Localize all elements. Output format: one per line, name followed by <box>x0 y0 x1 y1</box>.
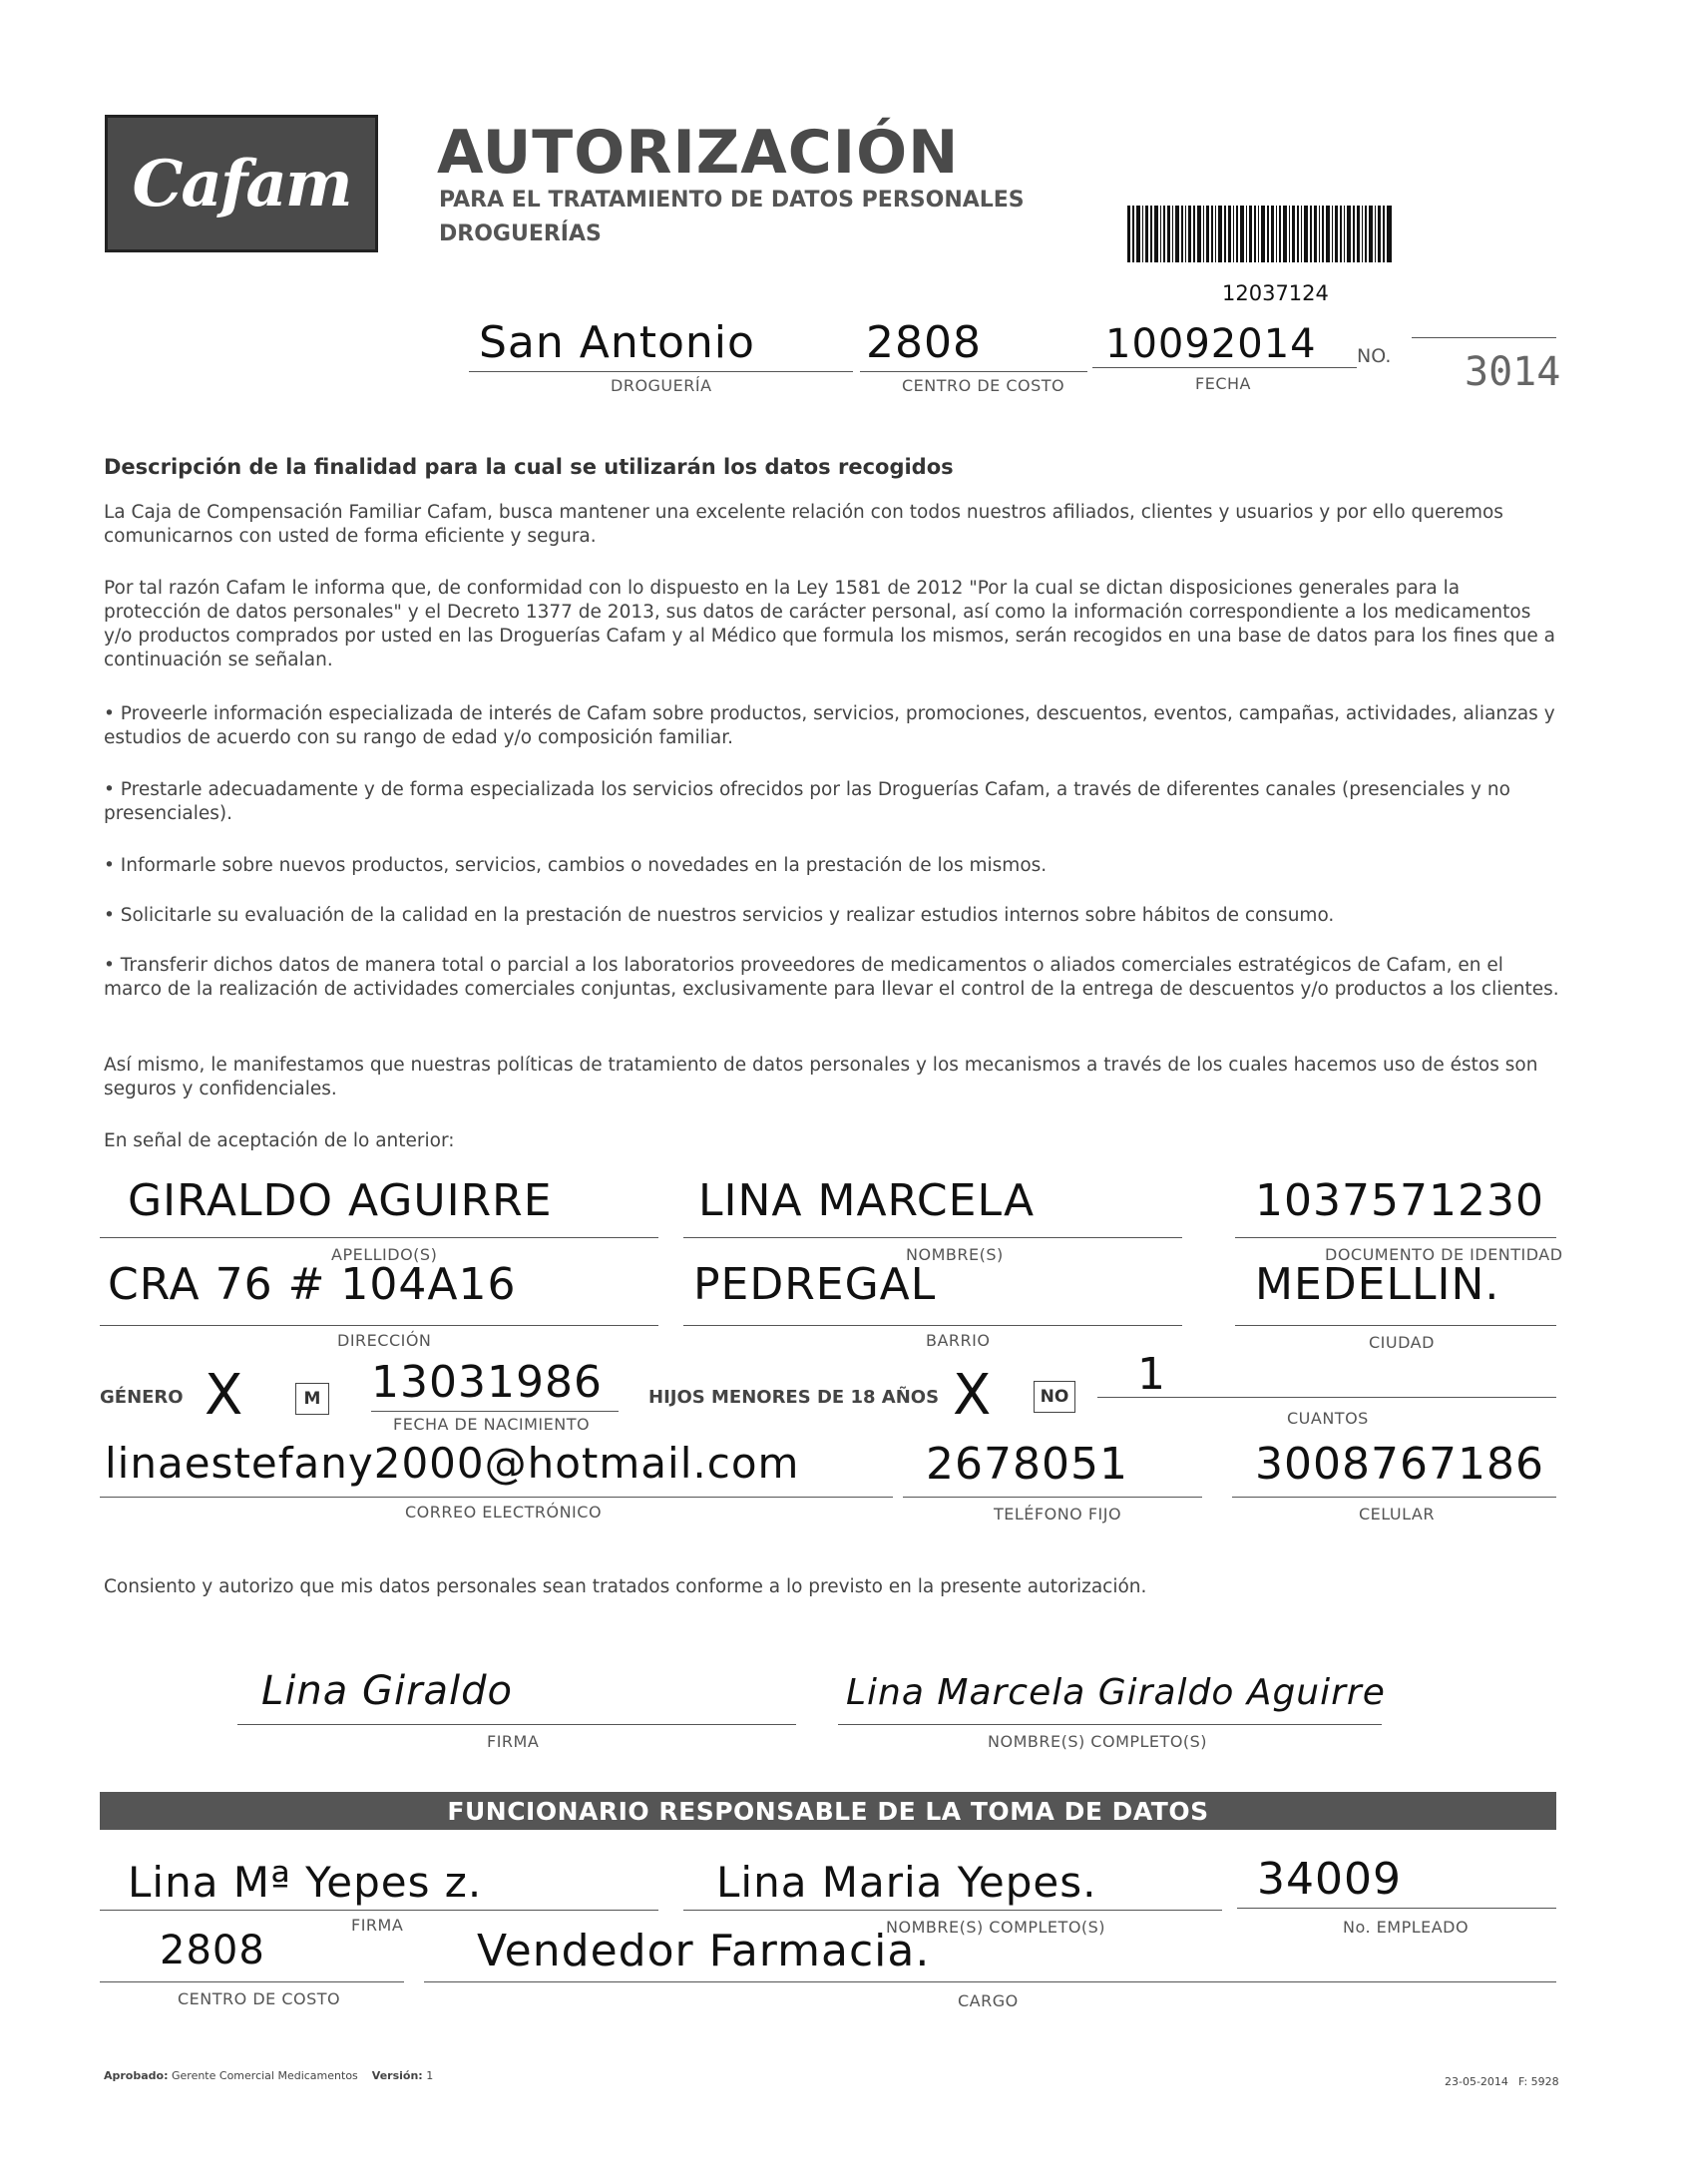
funcionario-centro-value[interactable]: 2808 <box>160 1928 265 1973</box>
firma-label: FIRMA <box>487 1732 540 1751</box>
consent-text: Consiento y autorizo que mis datos personales sean tratados conforme a lo previsto en la presente autorización. <box>104 1576 1147 1597</box>
funcionario-nombre-label: NOMBRE(S) COMPLETO(S) <box>886 1918 1106 1937</box>
nacimiento-label: FECHA DE NACIMIENTO <box>393 1415 591 1434</box>
footer-date: 23-05-2014 <box>1445 2075 1508 2088</box>
direccion-line <box>100 1325 658 1326</box>
apellidos-value[interactable]: GIRALDO AGUIRRE <box>128 1175 553 1226</box>
ciudad-label: CIUDAD <box>1369 1333 1435 1352</box>
numero-empleado-line <box>1237 1908 1556 1909</box>
nombre-line <box>683 1237 1182 1238</box>
hijos-si-checkbox[interactable]: X <box>953 1363 993 1428</box>
barrio-value[interactable]: PEDREGAL <box>693 1259 937 1310</box>
numero-empleado-value[interactable]: 34009 <box>1257 1854 1402 1905</box>
nombre-completo-value[interactable]: Lina Marcela Giraldo Aguirre <box>846 1672 1386 1713</box>
nombre-value[interactable]: LINA MARCELA <box>698 1175 1036 1226</box>
barcode-number: 12037124 <box>1222 281 1329 305</box>
bullet-informarle: • Informarle sobre nuevos productos, servicios, cambios o novedades en la prestación de los mismos. <box>104 855 1048 876</box>
documento-label: DOCUMENTO DE IDENTIDAD <box>1325 1245 1563 1264</box>
genero-f-checkbox[interactable]: X <box>205 1363 244 1428</box>
firma-signature[interactable]: Lina Giraldo <box>261 1668 514 1714</box>
ciudad-line <box>1235 1325 1556 1326</box>
barcode <box>1127 206 1392 262</box>
bullet-solicitarle: • Solicitarle su evaluación de la calidad en la prestación de nuestros servicios y realizar estudios internos sobre hábitos de consumo. <box>104 905 1335 926</box>
section-heading: Descripción de la finalidad para la cual se utilizarán los datos recogidos <box>104 455 954 479</box>
documento-line <box>1235 1237 1556 1238</box>
direccion-value[interactable]: CRA 76 # 104A16 <box>108 1259 517 1310</box>
numero-line <box>1412 337 1556 338</box>
drogueria-line <box>469 371 853 372</box>
celular-value[interactable]: 3008767186 <box>1255 1439 1544 1490</box>
aprobado-label: Aprobado: <box>104 2069 169 2082</box>
telefono-value[interactable]: 2678051 <box>926 1439 1128 1490</box>
telefono-line <box>903 1497 1202 1498</box>
document-subtitle: PARA EL TRATAMIENTO DE DATOS PERSONALES <box>439 188 1025 213</box>
celular-line <box>1232 1497 1556 1498</box>
correo-line <box>100 1497 893 1498</box>
numero-empleado-label: No. EMPLEADO <box>1343 1918 1470 1937</box>
funcionario-nombre-line <box>683 1910 1222 1911</box>
footer-approval <box>104 2069 433 2082</box>
fecha-label: FECHA <box>1195 374 1251 393</box>
paragraph-ley: Por tal razón Cafam le informa que, de conformidad con lo dispuesto en la Ley 1581 de 2012 "Por la cual se dictan disposiciones generales para la protección de datos personales" y el Decreto 1377 de 2013, sus datos de carácter personal, así como la información correspondiente a los medicamentos y/o productos comprados por usted en las Droguerías Cafam y al Médico que formula los mismos, serán recogidos en una base de datos para los fines que a continuación se señalan. <box>104 578 1555 670</box>
firma-line <box>237 1724 796 1725</box>
funcionario-firma-value[interactable]: Lina Mª Yepes z. <box>128 1858 483 1907</box>
numero-value: 3014 <box>1465 349 1561 395</box>
centro-costo-label: CENTRO DE COSTO <box>902 376 1065 395</box>
bullet-prestarle: • Prestarle adecuadamente y de forma especializada los servicios ofrecidos por las Droguerías Cafam, a través de diferentes canales (presenciales y no presenciales). <box>104 779 1510 824</box>
aprobado-value: Gerente Comercial Medicamentos <box>172 2069 358 2082</box>
cafam-logo: Cafam <box>105 115 378 252</box>
funcionario-nombre-value[interactable]: Lina Maria Yepes. <box>716 1858 1097 1907</box>
funcionario-section-bar: FUNCIONARIO RESPONSABLE DE LA TOMA DE DATOS <box>100 1792 1556 1830</box>
telefono-label: TELÉFONO FIJO <box>994 1505 1122 1524</box>
funcionario-centro-label: CENTRO DE COSTO <box>178 1989 341 2008</box>
hijos-no-checkbox[interactable]: NO <box>1034 1381 1075 1413</box>
numero-label: NO. <box>1357 345 1392 367</box>
apellidos-label: APELLIDO(S) <box>331 1245 438 1264</box>
cuantos-label: CUANTOS <box>1287 1409 1369 1428</box>
fecha-line <box>1092 367 1357 368</box>
paragraph-intro: La Caja de Compensación Familiar Cafam, busca mantener una excelente relación con todos nuestros afiliados, clientes y usuarios y por ello queremos comunicarnos con usted de forma eficiente y segura. <box>104 502 1503 547</box>
drogueria-label: DROGUERÍA <box>611 376 712 395</box>
funcionario-firma-line <box>100 1910 658 1911</box>
ciudad-value[interactable]: MEDELLIN. <box>1255 1259 1500 1310</box>
paragraph-aceptacion: En señal de aceptación de lo anterior: <box>104 1130 455 1151</box>
nombre-completo-line <box>838 1724 1382 1725</box>
hijos-label: HIJOS MENORES DE 18 AÑOS <box>648 1387 940 1408</box>
funcionario-centro-line <box>100 1981 404 1982</box>
apellidos-line <box>100 1237 658 1238</box>
fecha-value[interactable]: 10092014 <box>1105 321 1317 367</box>
genero-label: GÉNERO <box>100 1387 184 1408</box>
centro-costo-value[interactable]: 2808 <box>866 317 982 368</box>
drogueria-value[interactable]: San Antonio <box>479 317 755 368</box>
documento-value[interactable]: 1037571230 <box>1255 1175 1544 1226</box>
barrio-line <box>683 1325 1182 1326</box>
document-subtitle-drogerias: DROGUERÍAS <box>439 221 602 246</box>
cargo-value[interactable]: Vendedor Farmacia. <box>477 1926 931 1976</box>
footer-code: F: 5928 <box>1518 2075 1559 2088</box>
cuantos-line <box>1097 1397 1556 1398</box>
bullet-transferir: • Transferir dichos datos de manera total o parcial a los laboratorios proveedores de medicamentos o aliados comerciales estratégicos de Cafam, en el marco de la realización de actividades comerciales conjuntas, exclusivamente para llevar el control de la entrega de descuentos y/o productos a los clientes. <box>104 955 1559 1000</box>
genero-m-checkbox[interactable]: M <box>295 1383 329 1415</box>
barrio-label: BARRIO <box>926 1331 991 1350</box>
funcionario-firma-label: FIRMA <box>351 1916 404 1935</box>
cargo-line <box>424 1981 1556 1982</box>
document-title: AUTORIZACIÓN <box>437 118 960 188</box>
bullet-proveerle: • Proveerle información especializada de interés de Cafam sobre productos, servicios, promociones, descuentos, eventos, campañas, actividades, alianzas y estudios de acuerdo con su rango de edad y/o composición familiar. <box>104 703 1555 748</box>
nacimiento-value[interactable]: 13031986 <box>371 1357 603 1408</box>
paragraph-politicas: Así mismo, le manifestamos que nuestras políticas de tratamiento de datos personales y los mecanismos a través de los cuales hacemos uso de éstos son seguros y confidenciales. <box>104 1055 1538 1099</box>
correo-label: CORREO ELECTRÓNICO <box>405 1503 603 1522</box>
cargo-label: CARGO <box>958 1991 1019 2010</box>
nacimiento-line <box>371 1411 619 1412</box>
version-label: Versión: <box>371 2069 423 2082</box>
version-value: 1 <box>426 2069 434 2082</box>
direccion-label: DIRECCIÓN <box>337 1331 432 1350</box>
nombre-completo-label: NOMBRE(S) COMPLETO(S) <box>988 1732 1208 1751</box>
cuantos-value[interactable]: 1 <box>1137 1349 1166 1400</box>
celular-label: CELULAR <box>1359 1505 1435 1524</box>
centro-costo-line <box>860 371 1087 372</box>
nombre-label: NOMBRE(S) <box>906 1245 1004 1264</box>
correo-value[interactable]: linaestefany2000@hotmail.com <box>105 1439 800 1488</box>
